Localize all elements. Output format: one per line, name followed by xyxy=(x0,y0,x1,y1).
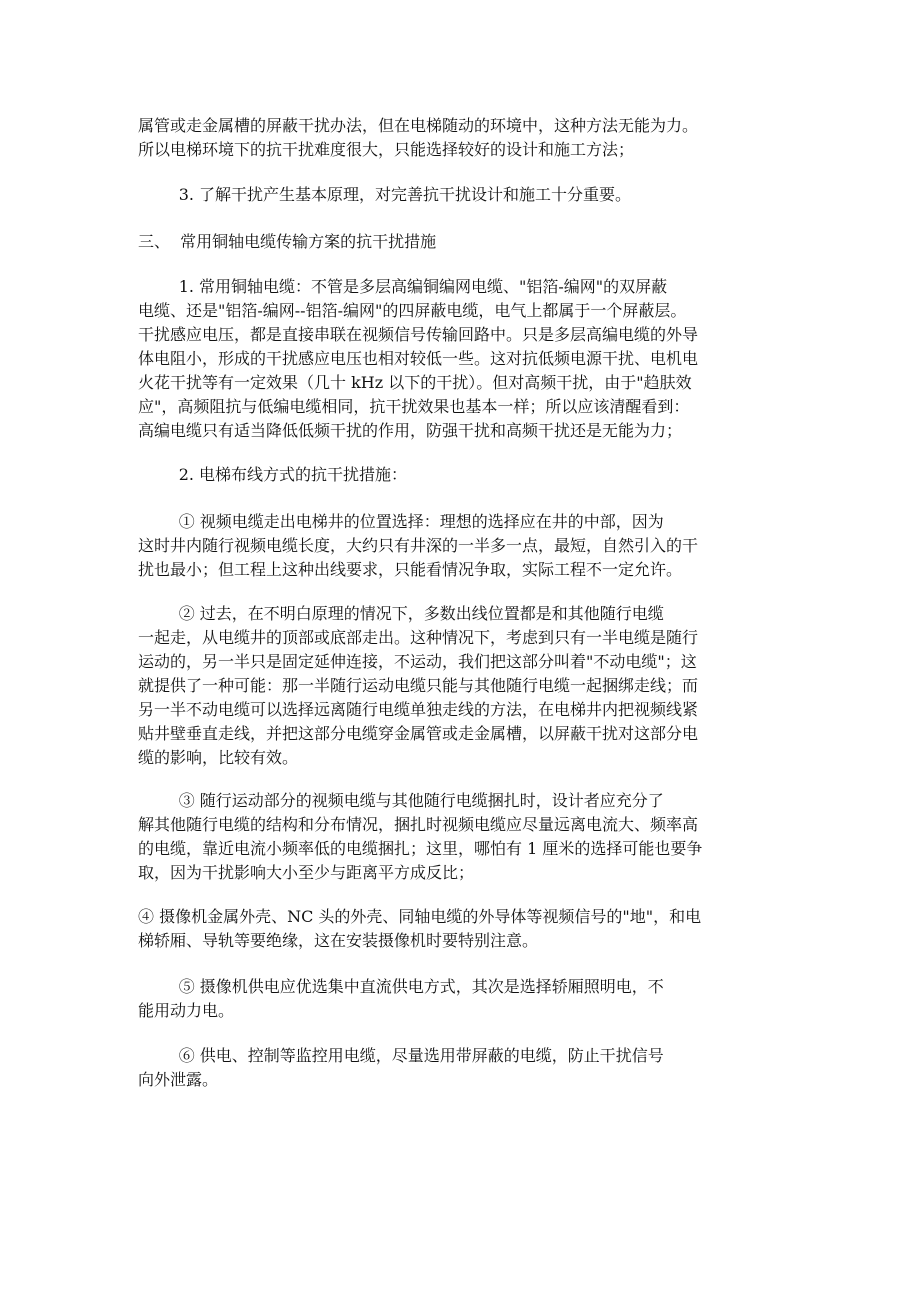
paragraph-6 xyxy=(138,510,788,582)
text-line: 体电阻小，形成的干扰感应电压也相对较低一些。这对抗低频电源干扰、电机电 xyxy=(138,349,699,368)
text-line: 解其他随行电缆的结构和分布情况，捆扎时视频电缆应尽量远离电流大、频率高 xyxy=(138,815,699,834)
text-line: 火花干扰等有一定效果（几十 kHz 以下的干扰）。但对高频干扰，由于"趋肤效 xyxy=(138,373,692,392)
text-line: 运动的，另一半只是固定延伸连接，不运动，我们把这部分叫着"不动电缆"；这 xyxy=(138,652,697,671)
text-line: 的电缆，靠近电流小频率低的电缆捆扎；这里，哪怕有 1 厘米的选择可能也要争 xyxy=(138,839,703,858)
text-line: 能用动力电。 xyxy=(138,1001,235,1020)
text-line: 就提供了一种可能：那一半随行运动电缆只能与其他随行电缆一起捆绑走线；而 xyxy=(138,676,699,695)
section-heading xyxy=(138,230,788,254)
text-line: 取，因为干扰影响大小至少与距离平方成反比； xyxy=(138,863,475,882)
paragraph-2 xyxy=(138,183,788,207)
text-line: 一起走，从电缆井的顶部或底部走出。这种情况下，考虑到只有一半电缆是随行 xyxy=(138,628,699,647)
text-line: ① 视频电缆走出电梯井的位置选择：理想的选择应在井的中部，因为 xyxy=(138,512,664,531)
text-line: 属管或走金属槽的屏蔽干扰办法，但在电梯随动的环境中，这种方法无能为力。 xyxy=(138,116,699,135)
text-line: 三、 常用铜轴电缆传输方案的抗干扰措施 xyxy=(138,232,437,251)
text-line: 贴井壁垂直走线，并把这部分电缆穿金属管或走金属槽，以屏蔽干扰对这部分电 xyxy=(138,724,699,743)
paragraph-11 xyxy=(138,1044,788,1092)
paragraph-9 xyxy=(138,905,788,953)
text-line: 缆的影响，比较有效。 xyxy=(138,748,299,767)
text-line: 2. 电梯布线方式的抗干扰措施： xyxy=(138,465,408,484)
paragraph-7 xyxy=(138,602,788,770)
text-line: ⑤ 摄像机供电应优选集中直流供电方式，其次是选择轿厢照明电，不 xyxy=(138,977,664,996)
text-line: ④ 摄像机金属外壳、NC 头的外壳、同轴电缆的外导体等视频信号的"地"，和电 xyxy=(138,907,702,926)
text-line: ⑥ 供电、控制等监控用电缆，尽量选用带屏蔽的电缆，防止干扰信号 xyxy=(138,1046,664,1065)
text-line: 1. 常用铜轴电缆：不管是多层高编铜编网电缆、"铝箔-编网"的双屏蔽 xyxy=(138,277,668,296)
text-line: 3. 了解干扰产生基本原理，对完善抗干扰设计和施工十分重要。 xyxy=(138,185,632,204)
text-line: 这时井内随行视频电缆长度，大约只有井深的一半多一点，最短，自然引入的干 xyxy=(138,536,699,555)
text-line: 扰也最小；但工程上这种出线要求，只能看情况争取，实际工程不一定允许。 xyxy=(138,560,683,579)
paragraph-4 xyxy=(138,275,788,443)
text-line: 另一半不动电缆可以选择远离随行电缆单独走线的方法，在电梯井内把视频线紧 xyxy=(138,700,699,719)
text-line: ② 过去，在不明白原理的情况下，多数出线位置都是和其他随行电缆 xyxy=(138,604,664,623)
text-line: 干扰感应电压，都是直接串联在视频信号传输回路中。只是多层高编电缆的外导 xyxy=(138,325,699,344)
paragraph-8 xyxy=(138,789,788,885)
paragraph-1 xyxy=(138,114,788,162)
text-line: 所以电梯环境下的抗干扰难度很大，只能选择较好的设计和施工方法； xyxy=(138,140,635,159)
text-line: ③ 随行运动部分的视频电缆与其他随行电缆捆扎时，设计者应充分了 xyxy=(138,791,664,810)
paragraph-5 xyxy=(138,463,788,487)
text-line: 应"，高频阻抗与低编电缆相同，抗干扰效果也基本一样；所以应该清醒看到： xyxy=(138,397,690,416)
text-line: 向外泄露。 xyxy=(138,1070,219,1089)
paragraph-10 xyxy=(138,975,788,1023)
text-line: 高编电缆只有适当降低低频干扰的作用，防强干扰和高频干扰还是无能为力； xyxy=(138,421,683,440)
text-line: 梯轿厢、导轨等要绝缘，这在安装摄像机时要特别注意。 xyxy=(138,931,539,950)
text-line: 电缆、还是"铝箔-编网--铝箔-编网"的四屏蔽电缆，电气上都属于一个屏蔽层。 xyxy=(138,301,687,320)
